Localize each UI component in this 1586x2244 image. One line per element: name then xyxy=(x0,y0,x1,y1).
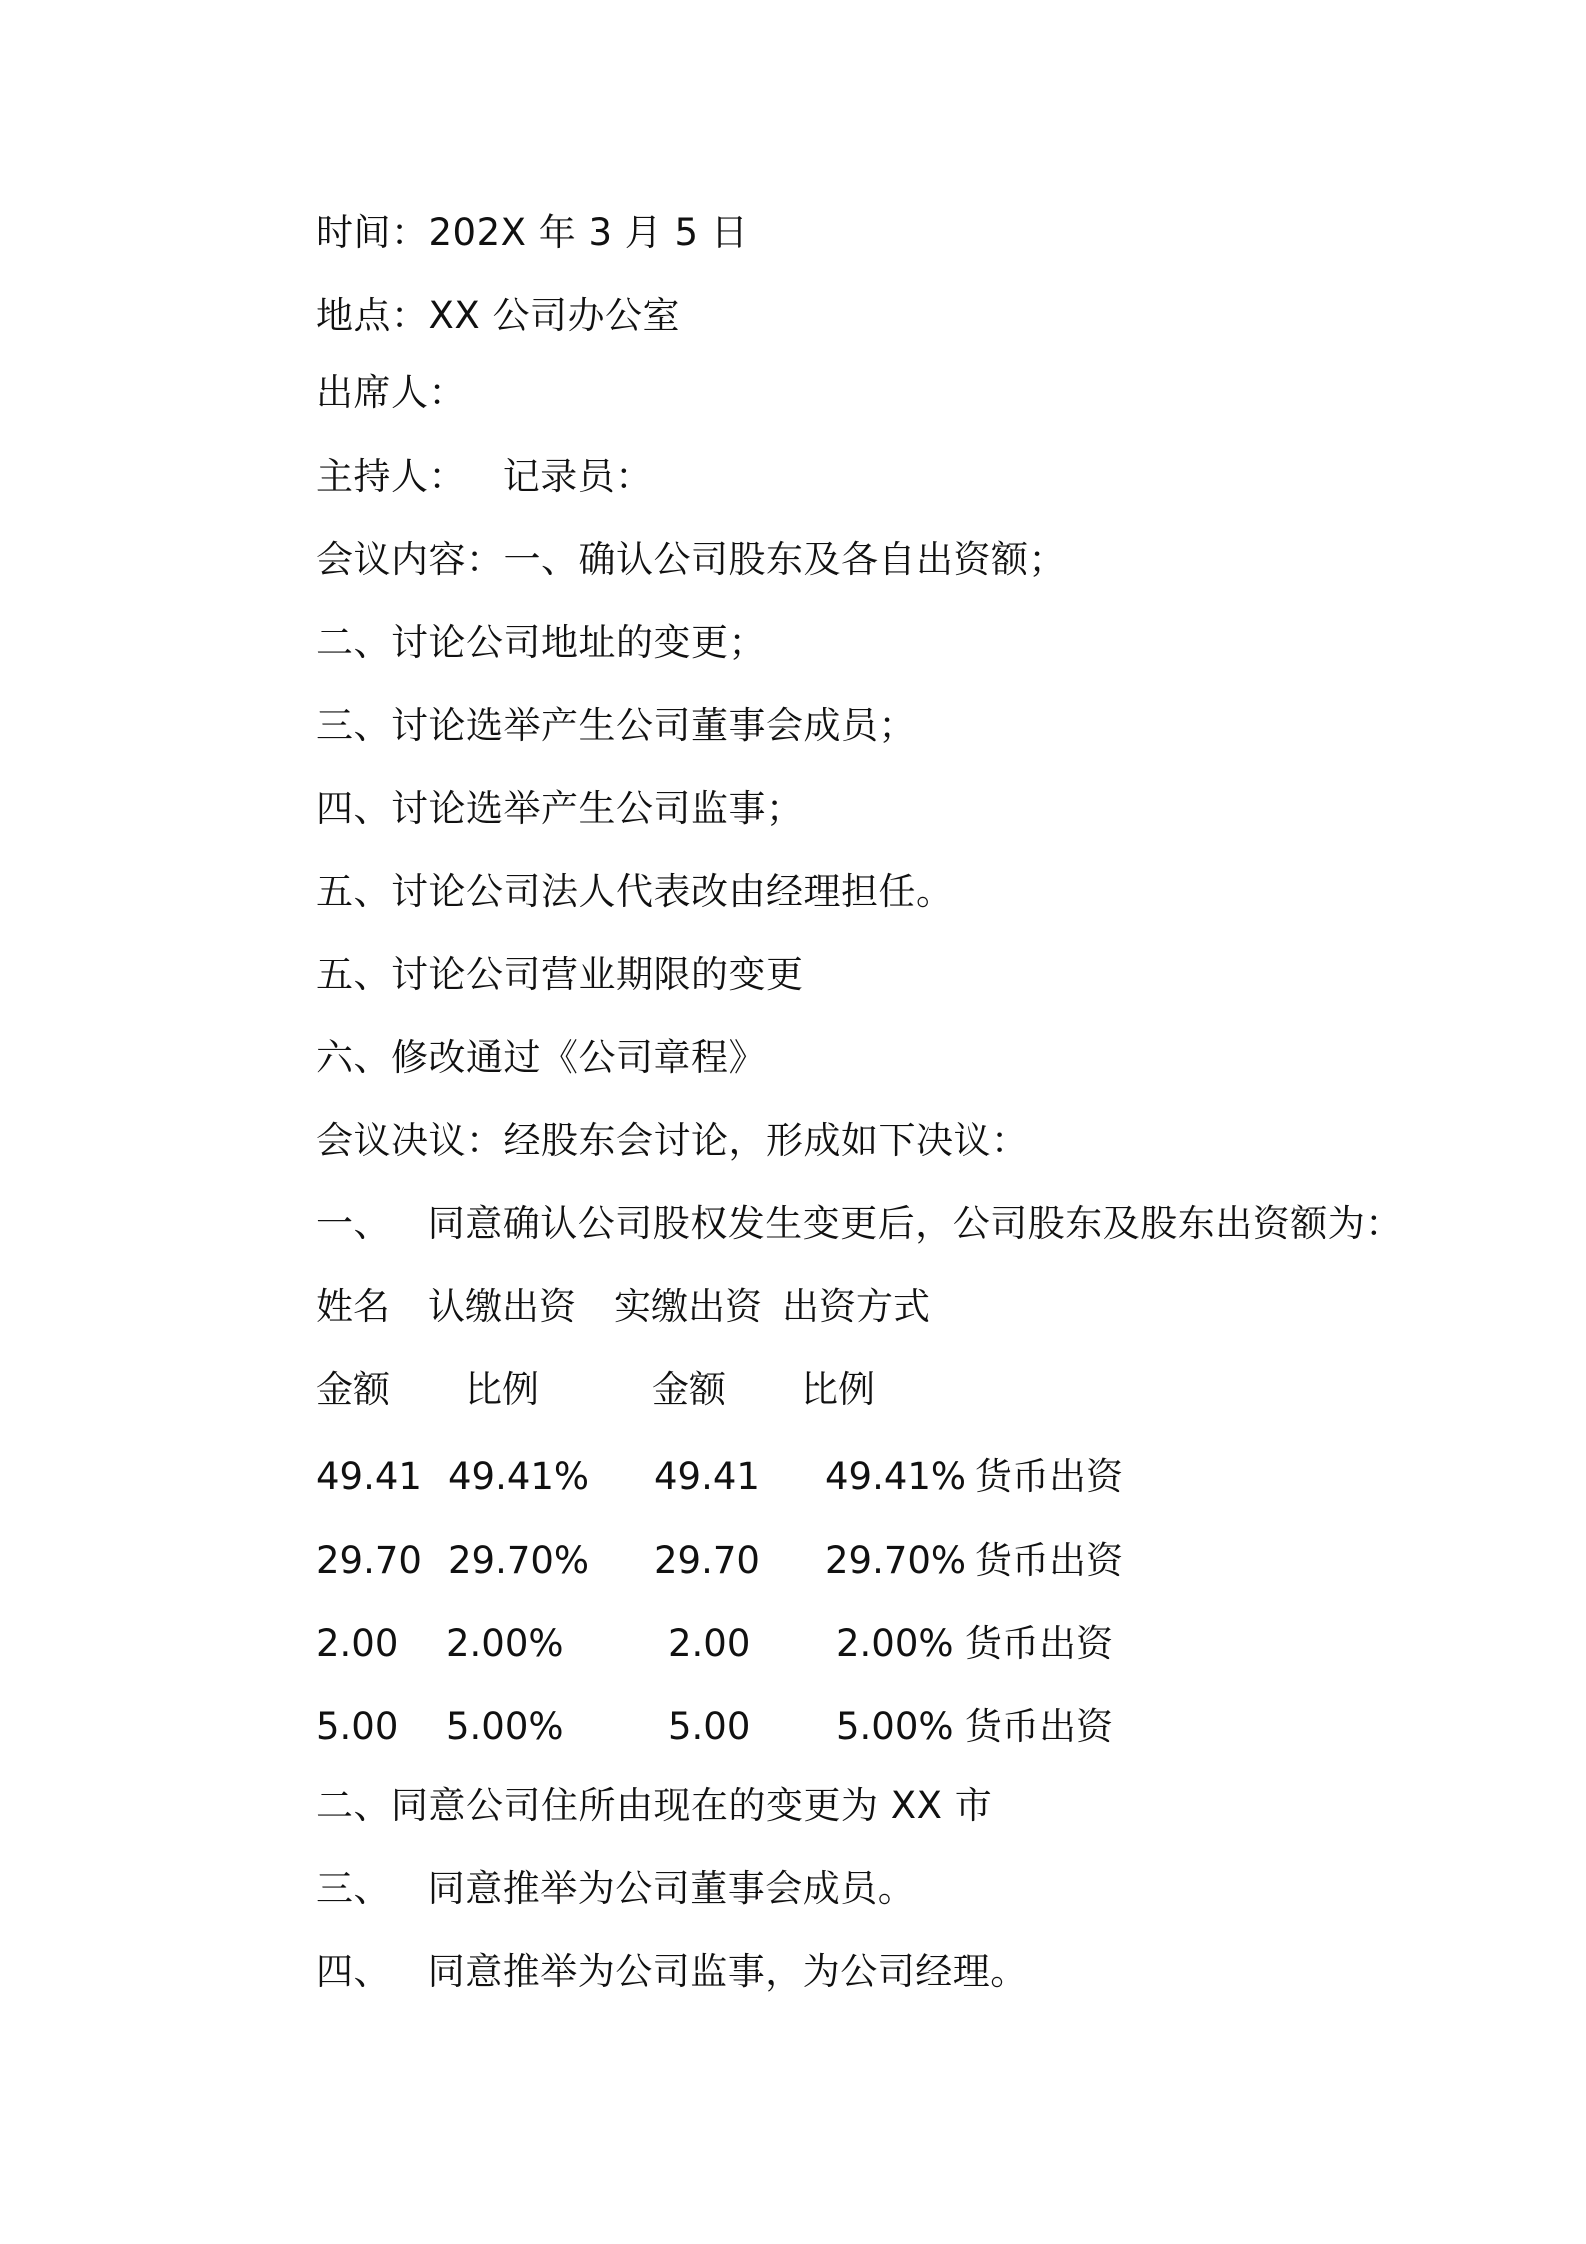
meeting-attendees: 出席人： xyxy=(316,371,466,414)
table-cell: 5.00 xyxy=(668,1705,751,1748)
table-cell: 货币出资 xyxy=(975,1455,1123,1498)
resolution-item-1: 一、 同意确认公司股权发生变更后，公司股东及股东出资额为： xyxy=(316,1202,1403,1245)
table-header-subscribed: 认缴出资 xyxy=(428,1285,576,1328)
table-cell: 2.00% xyxy=(836,1622,954,1665)
table-header-paid: 实缴出资 xyxy=(614,1285,762,1328)
table-subheader-ratio: 比例 xyxy=(465,1368,539,1411)
table-cell: 49.41% xyxy=(448,1455,590,1498)
resolution-item-3: 三、 同意推举为公司董事会成员。 xyxy=(316,1867,916,1910)
agenda-item: 六、修改通过《公司章程》 xyxy=(316,1036,766,1079)
table-header-method: 出资方式 xyxy=(782,1285,930,1328)
table-cell: 2.00% xyxy=(446,1622,564,1665)
table-cell: 货币出资 xyxy=(975,1539,1123,1582)
table-subheader-amount: 金额 xyxy=(652,1368,726,1411)
table-cell: 49.41 xyxy=(316,1455,422,1498)
table-cell: 29.70% xyxy=(825,1539,967,1582)
table-cell: 2.00 xyxy=(668,1622,751,1665)
agenda-item: 五、讨论公司法人代表改由经理担任。 xyxy=(316,870,954,913)
table-cell: 29.70% xyxy=(448,1539,590,1582)
table-cell: 2.00 xyxy=(316,1622,399,1665)
table-cell: 5.00% xyxy=(446,1705,564,1748)
meeting-time: 时间：202X 年 3 月 5 日 xyxy=(316,211,749,254)
table-cell: 货币出资 xyxy=(965,1622,1113,1665)
table-header-name: 姓名 xyxy=(316,1285,390,1328)
table-cell: 29.70 xyxy=(316,1539,422,1582)
table-subheader-amount: 金额 xyxy=(316,1368,390,1411)
table-cell: 货币出资 xyxy=(965,1705,1113,1748)
agenda-item: 二、讨论公司地址的变更； xyxy=(316,621,766,664)
resolution-item-4: 四、 同意推举为公司监事，为公司经理。 xyxy=(316,1950,1028,1993)
resolution-intro: 会议决议：经股东会讨论，形成如下决议： xyxy=(316,1119,1029,1162)
agenda-item: 五、讨论公司营业期限的变更 xyxy=(316,953,804,996)
meeting-place: 地点：XX 公司办公室 xyxy=(316,294,680,337)
table-cell: 49.41 xyxy=(654,1455,760,1498)
meeting-host-recorder: 主持人： 记录员： xyxy=(316,455,653,498)
table-cell: 49.41% xyxy=(825,1455,967,1498)
resolution-item-2: 二、同意公司住所由现在的变更为 XX 市 xyxy=(316,1784,993,1827)
table-cell: 29.70 xyxy=(654,1539,760,1582)
agenda-intro: 会议内容：一、确认公司股东及各自出资额； xyxy=(316,538,1066,581)
table-cell: 5.00 xyxy=(316,1705,399,1748)
table-subheader-ratio: 比例 xyxy=(801,1368,875,1411)
agenda-item: 三、讨论选举产生公司董事会成员； xyxy=(316,704,916,747)
table-cell: 5.00% xyxy=(836,1705,954,1748)
agenda-item: 四、讨论选举产生公司监事； xyxy=(316,787,804,830)
